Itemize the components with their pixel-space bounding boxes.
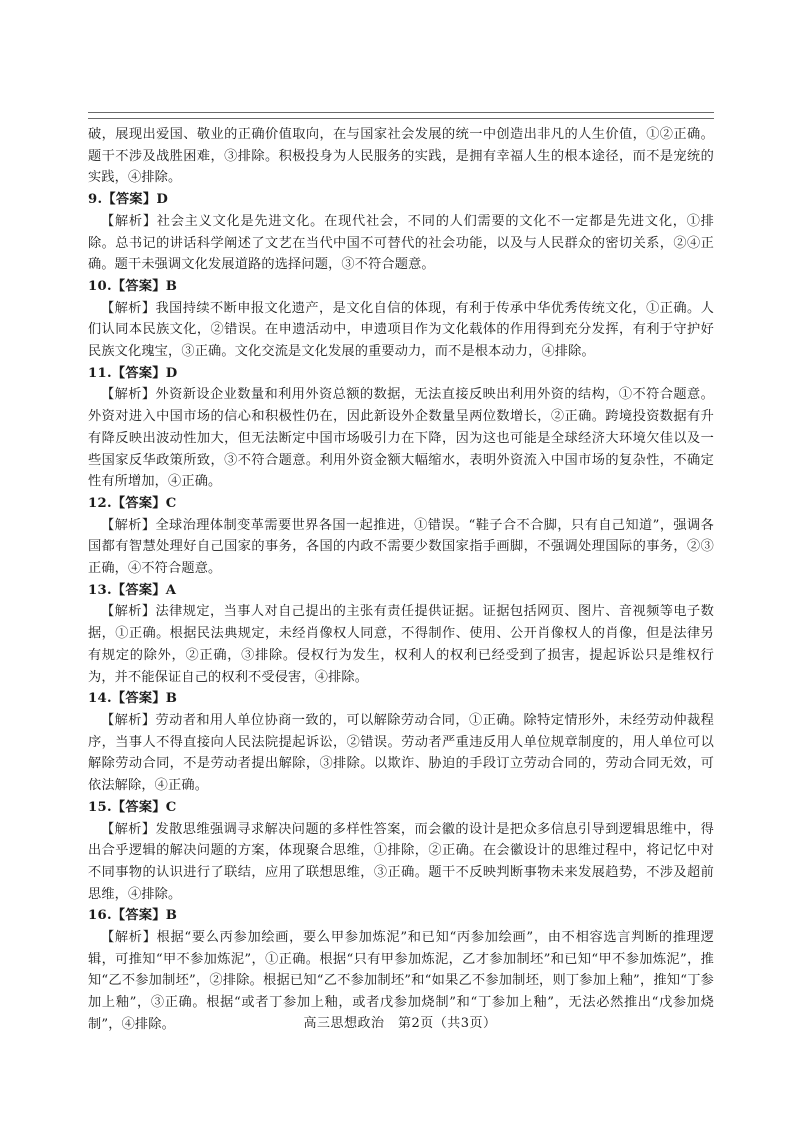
answer-line: 10.【答案】B: [88, 278, 178, 294]
answer-line: 12.【答案】C: [88, 495, 177, 511]
question-13: [88, 580, 714, 689]
question-14: [88, 688, 714, 797]
analysis-paragraph: 【解析】根据“要么丙参加绘画，要么甲参加炼泥”和已知“丙参加绘画”，由不相容选言判断的推理逻辑，可推知“甲不参加炼泥”，①正确。根据“只有甲参加炼泥，乙才参加制坯”和已知“甲不参加炼泥”，推知“乙不参加制坯”，②排除。根据已知“乙不参加制坯”和“如果乙不参加制坯，则丁参加上釉”，推知“丁参加上釉”，③正确。根据“或者丁参加上釉，或者戊参加烧制”和“丁参加上釉”，无法必然推出“戊参加烧制”，④排除。: [88, 930, 714, 1032]
header-double-rule: [88, 112, 714, 119]
analysis-paragraph: 【解析】我国持续不断申报文化遗产，是文化自信的体现，有利于传承中华优秀传统文化，①正确。人们认同本民族文化，②错误。在申遗活动中，申遗项目作为文化载体的作用得到充分发挥，有利于守护好民族文化瑰宝，③正确。文化交流是文化发展的重要动力，而不是根本动力，④排除。: [88, 300, 714, 360]
answer-key-content: [88, 124, 714, 1036]
question-9: [88, 189, 714, 276]
answer-line: 15.【答案】C: [88, 799, 177, 815]
analysis-paragraph: 【解析】劳动者和用人单位协商一致的，可以解除劳动合同，①正确。除特定情形外，未经劳动仲裁程序，当事人不得直接向人民法院提起诉讼，②错误。劳动者严重违反用人单位规章制度的，用人单位可以解除劳动合同，不是劳动者提出解除，③排除。以欺诈、胁迫的手段订立劳动合同的，劳动合同无效，可依法解除，④正确。: [88, 712, 714, 794]
answer-line: 16.【答案】B: [88, 908, 178, 924]
page-footer: 高三思想政治 第2页（共3页）: [303, 1016, 497, 1031]
analysis-paragraph: 【解析】全球治理体制变革需要世界各国一起推进，①错误。“鞋子合不合脚，只有自己知道”，强调各国都有智慧处理好自己国家的事务，各国的内政不需要少数国家指手画脚，不强调处理国际的事务，②③正确，④不符合题意。: [88, 517, 714, 577]
analysis-paragraph: 【解析】法律规定，当事人对自己提出的主张有责任提供证据。证据包括网页、图片、音视频等电子数据，①正确。根据民法典规定，未经肖像权人同意，不得制作、使用、公开肖像权人的肖像，但是法律另有规定的除外，②正确，③排除。侵权行为发生，权利人的权利已经受到了损害，提起诉讼只是维权行为，并不能保证自己的权利不受侵害，④排除。: [88, 604, 714, 685]
question-10: [88, 276, 714, 363]
answer-line: 14.【答案】B: [88, 691, 178, 707]
answer-line: 11.【答案】D: [88, 365, 178, 381]
answer-line: 9.【答案】D: [88, 192, 169, 208]
continuation-paragraph: 破，展现出爱国、敬业的正确价值取向，在与国家社会发展的统一中创造出非凡的人生价值，①②正确。题干不涉及战胜困难，③排除。积极投身为人民服务的实践，是拥有幸福人生的根本途径，而不是宠统的实践，④排除。: [88, 127, 714, 186]
question-15: [88, 797, 714, 906]
analysis-paragraph: 【解析】发散思维强调寻求解决问题的多样性答案，而会徽的设计是把众多信息引导到逻辑思维中，得出合乎逻辑的解决问题的方案，体现聚合思维，①排除，②正确。在会徽设计的思维过程中，将记忆中对不同事物的认识进行了联结，应用了联想思维，③正确。题干不反映判断事物未来发展趋势，不涉及超前思维，④排除。: [88, 821, 714, 902]
question-11: [88, 363, 714, 493]
analysis-paragraph: 【解析】外资新设企业数量和利用外资总额的数据，无法直接反映出利用外资的结构，①不符合题意。外资对进入中国市场的信心和积极性仍在，因此新设外企数量呈两位数增长，②正确。跨境投资数据有升有降反映出波动性加大，但无法断定中国市场吸引力在下降，因为这也可能是全球经济大环境欠佳以及一些国家反华政策所致，③不符合题意。利用外资金额大幅缩水，表明外资流入中国市场的复杂性，不确定性有所增加，④正确。: [88, 387, 714, 490]
question-12: [88, 493, 714, 580]
answer-line: 13.【答案】A: [88, 582, 177, 598]
analysis-paragraph: 【解析】社会主义文化是先进文化。在现代社会，不同的人们需要的文化不一定都是先进文化，①排除。总书记的讲话科学阐述了文艺在当代中国不可替代的社会功能，以及与人民群众的密切关系，②④正确。题干未强调文化发展道路的选择问题，③不符合题意。: [88, 213, 714, 273]
